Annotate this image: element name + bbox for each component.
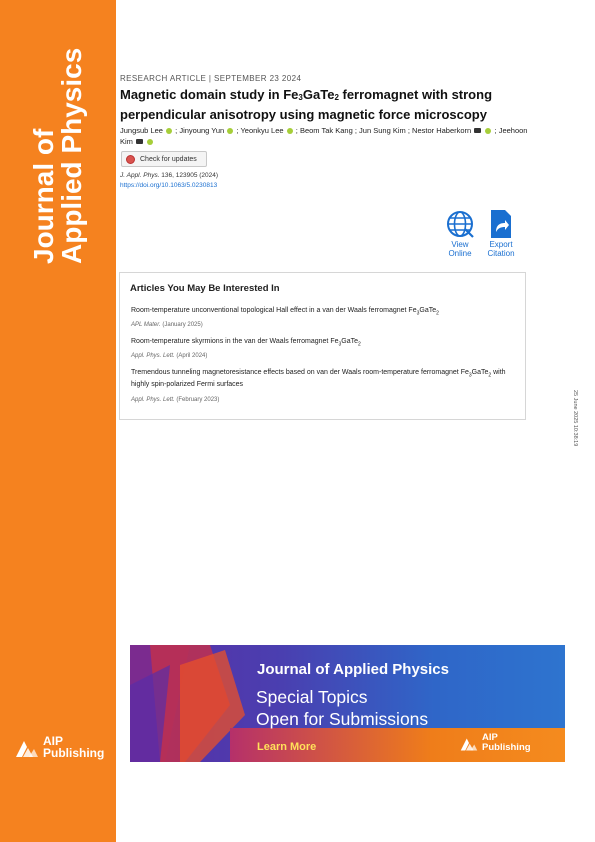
- related-article-title[interactable]: [131, 368, 516, 390]
- related-heading: Articles You May Be Interested In: [130, 283, 280, 294]
- promo-banner[interactable]: [130, 645, 565, 762]
- related-title-text: with highly spin-polarized Fermi surfaces: [131, 369, 506, 389]
- related-journal: Appl. Phys. Lett.: [131, 353, 175, 359]
- journal-name-line1: Journal of: [28, 128, 59, 264]
- banner-title: Journal of Applied Physics: [257, 661, 449, 678]
- globe-icon: [446, 210, 474, 238]
- export-citation-button[interactable]: [481, 210, 521, 258]
- article-type: RESEARCH ARTICLE: [120, 74, 207, 83]
- related-title-text: GaTe: [471, 369, 489, 376]
- author-separator: ;: [236, 126, 239, 135]
- download-timestamp: 25 June 2025 10:38:19: [572, 390, 578, 447]
- related-title-text: Tremendous tunneling magnetoresistance effects based on van der Waals room-temperature ferromagnet Fe: [131, 369, 469, 376]
- aip-logo-icon: [459, 734, 479, 752]
- banner-logo-line1: AIP: [482, 732, 498, 743]
- author-name[interactable]: Nestor Haberkorn: [412, 126, 472, 135]
- check-updates-label: Check for updates: [140, 155, 197, 163]
- related-articles-panel: [119, 272, 526, 420]
- email-icon[interactable]: [136, 139, 143, 144]
- journal-name[interactable]: [30, 34, 86, 264]
- related-title-sub: 3: [338, 341, 342, 348]
- orcid-icon[interactable]: [485, 128, 491, 134]
- author-name[interactable]: Jun Sung Kim: [359, 126, 406, 135]
- view-label-1: View: [451, 240, 469, 249]
- author-list: [120, 125, 530, 147]
- banner-line1: Special Topics: [256, 687, 368, 707]
- related-title-sub: 3: [416, 310, 420, 317]
- author-name[interactable]: Jeehoon Kim: [120, 126, 528, 146]
- title-subscript-2: 2: [334, 93, 339, 102]
- author-separator: ;: [494, 126, 497, 135]
- banner-logo-line2: Publishing: [482, 742, 531, 753]
- orcid-icon[interactable]: [287, 128, 293, 134]
- related-journal: APL Mater.: [131, 322, 161, 328]
- export-label-2: Citation: [487, 249, 515, 258]
- related-title-sub: 2: [358, 341, 361, 348]
- related-title-text: Room-temperature unconventional topological Hall effect in a van der Waals ferromagnet Fe: [131, 307, 417, 314]
- orcid-icon[interactable]: [166, 128, 172, 134]
- related-title-sub: 3: [468, 372, 472, 379]
- journal-sidebar: [0, 0, 116, 842]
- related-date: (January 2025): [160, 322, 203, 328]
- doi-link[interactable]: https://doi.org/10.1063/5.0230813: [120, 182, 218, 189]
- related-title-text: Room-temperature skyrmions in the van der Waals ferromagnet Fe: [131, 338, 339, 345]
- title-text-2: GaTe: [302, 87, 335, 102]
- view-label-2: Online: [448, 249, 472, 258]
- related-date: (April 2024): [174, 353, 208, 359]
- author-name[interactable]: Yeonkyu Lee: [240, 126, 284, 135]
- orcid-icon[interactable]: [147, 139, 153, 145]
- related-article-title[interactable]: [131, 306, 516, 318]
- author-name[interactable]: Jungsub Lee: [120, 126, 163, 135]
- email-icon[interactable]: [474, 128, 481, 133]
- author-separator: ;: [295, 126, 298, 135]
- aip-logo-icon: [14, 735, 40, 759]
- related-date: (February 2023): [174, 397, 220, 403]
- export-icon: [489, 210, 513, 238]
- related-article-title[interactable]: [131, 337, 516, 349]
- related-article-source: [131, 397, 219, 403]
- check-for-updates-button[interactable]: [121, 151, 207, 167]
- title-text-1: Magnetic domain study in Fe: [120, 87, 299, 102]
- journal-name-line2: Applied Physics: [56, 47, 87, 264]
- export-label-1: Export: [489, 240, 513, 249]
- title-text-3: ferromagnet with strong perpendicular anisotropy using magnetic force microscopy: [120, 87, 493, 122]
- crossmark-icon: [126, 155, 135, 164]
- article-title: [120, 87, 540, 123]
- related-title-sub: 2: [436, 310, 439, 317]
- related-title-text: GaTe: [341, 338, 359, 345]
- article-meta: [120, 74, 301, 83]
- publisher-line1: AIP: [43, 734, 64, 748]
- publisher-line2: Publishing: [43, 746, 105, 760]
- related-article-source: [131, 322, 203, 328]
- author-separator: ;: [354, 126, 357, 135]
- orcid-icon[interactable]: [227, 128, 233, 134]
- meta-separator: |: [208, 74, 212, 83]
- view-online-button[interactable]: [440, 210, 480, 258]
- citation-journal: J. Appl. Phys.: [120, 172, 160, 179]
- author-name[interactable]: Beom Tak Kang: [299, 126, 353, 135]
- related-journal: Appl. Phys. Lett.: [131, 397, 175, 403]
- related-title-sub: 2: [488, 372, 492, 379]
- banner-aip-logo: [459, 733, 531, 753]
- related-title-text: GaTe: [419, 307, 437, 314]
- learn-more-link[interactable]: Learn More: [257, 741, 317, 753]
- citation: [120, 172, 218, 179]
- author-separator: ;: [407, 126, 410, 135]
- banner-line2: Open for Submissions: [256, 709, 429, 729]
- citation-details: 136, 123905 (2024): [159, 172, 219, 179]
- related-article-source: [131, 353, 207, 359]
- article-date: SEPTEMBER 23 2024: [214, 74, 302, 83]
- author-separator: ;: [175, 126, 178, 135]
- aip-publishing-logo[interactable]: [14, 735, 104, 759]
- author-name[interactable]: Jinyoung Yun: [179, 126, 225, 135]
- title-subscript-1: 3: [298, 93, 303, 102]
